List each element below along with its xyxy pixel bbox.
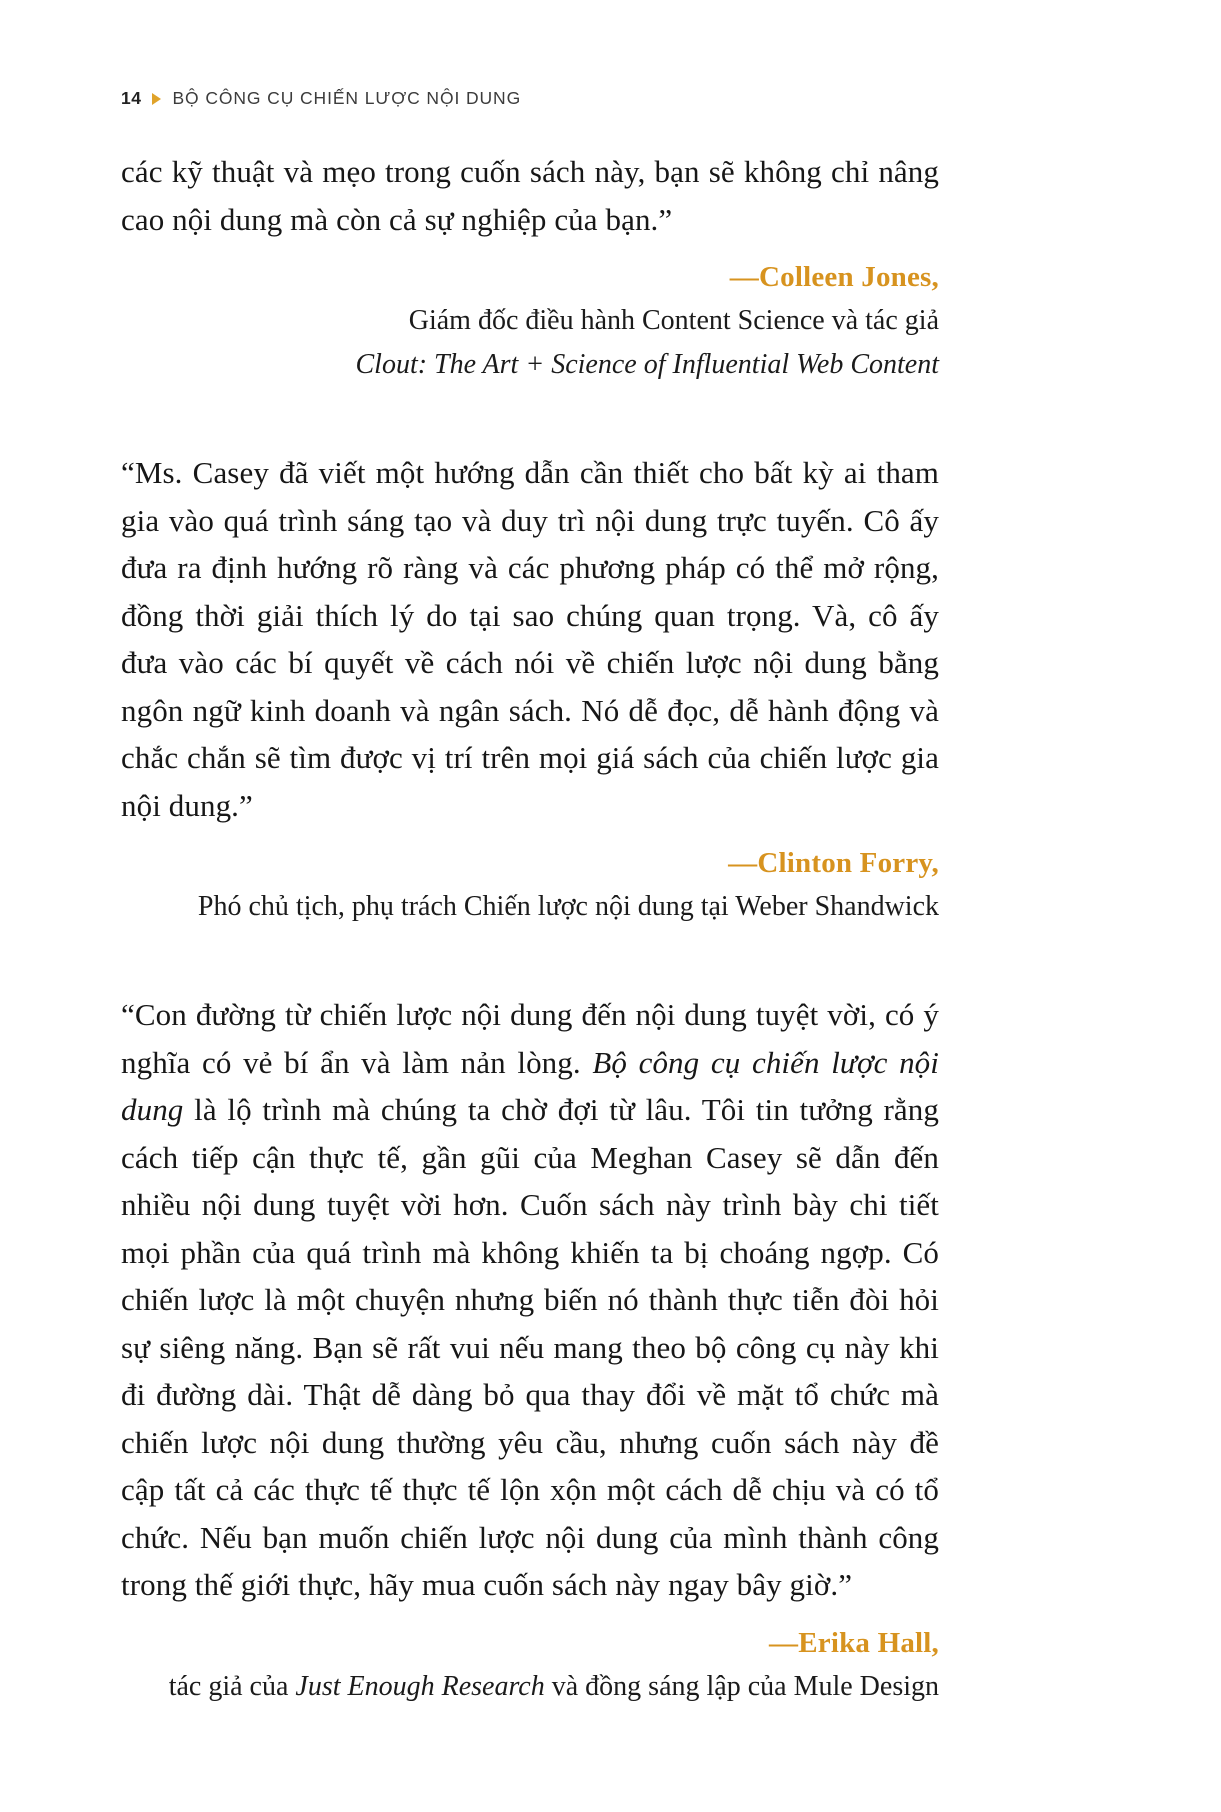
triangle-marker-icon (152, 93, 161, 105)
blurb-attribution-role-2: Phó chủ tịch, phụ trách Chiến lược nội dung tại Weber Shandwick (197, 891, 939, 922)
blurb-attribution-role-3-text-a: tác giả của (168, 1670, 296, 1702)
blurb-attribution-title-1: Clout: The Art + Science of Influential Web Content (355, 349, 939, 380)
blurb-quote-3-text-a: “Con đường từ chiến lược nội dung đến nội dung tuyệt vời, có ý nghĩa có vẻ bí ẩn và làm nản lòng. (121, 997, 939, 1080)
blurb-attribution-role-3-text-b: và đồng sáng lập của Mule Design (544, 1670, 939, 1702)
blurb-quote-3-book-title: Bộ công cụ chiến lược nội dung (121, 1044, 939, 1127)
blurb-quote-1: các kỹ thuật và mẹo trong cuốn sách này, bạn sẽ không chỉ nâng cao nội dung mà còn cả sự nghiệp của bạn.” (121, 154, 939, 237)
blurb-separator-2 (121, 929, 939, 991)
blurb-attribution-name-3: —Erika Hall, (769, 1626, 939, 1659)
blurb-attribution-role-3-book-title: Just Enough Research (295, 1670, 545, 1702)
running-head (121, 88, 521, 109)
blurb-quote-3-text-b: là lộ trình mà chúng ta chờ đợi từ lâu. Tôi tin tưởng rằng cách tiếp cận thực tế, gần gũi của Meghan Casey sẽ dẫn đến nhiều nội dung tuyệt vời hơn. Cuốn sách này trình bày chi tiết mọi phần của quá trình mà không khiến ta bị choáng ngợp. Có chiến lược là một chuyện nhưng biến nó thành thực tiễn đòi hỏi sự siêng năng. Bạn sẽ rất vui nếu mang theo bộ công cụ này khi đi đường dài. Thật dễ dàng bỏ qua thay đổi về mặt tổ chức mà chiến lược nội dung thường yêu cầu, nhưng cuốn sách này đề cập tất cả các thực tế thực tế lộn xộn một cách dễ chịu và có tổ chức. Nếu bạn muốn chiến lược nội dung của mình thành công trong thế giới thực, hãy mua cuốn sách này ngay bây giờ.” (121, 1092, 939, 1602)
page-folio: 14 (121, 88, 142, 108)
blurb-attribution-role-1: Giám đốc điều hành Content Science và tác giả (408, 305, 939, 336)
text-column (121, 148, 939, 1709)
blurb-attribution-role-3 (121, 1665, 939, 1709)
blurb-attribution-name-1: —Colleen Jones, (729, 261, 939, 293)
blurb-attribution-name-2: —Clinton Forry, (728, 847, 939, 879)
blurb-quote-3 (121, 991, 939, 1609)
blurb-quote-2: “Ms. Casey đã viết một hướng dẫn cần thiết cho bất kỳ ai tham gia vào quá trình sáng tạo và duy trì nội dung trực tuyến. Cô ấy đưa ra định hướng rõ ràng và các phương pháp có thể mở rộng, đồng thời giải thích lý do tại sao chúng quan trọng. Và, cô ấy đưa vào các bí quyết về cách nói về chiến lược nội dung bằng ngôn ngữ kinh doanh và ngân sách. Nó dễ đọc, dễ hành động và chắc chắn sẽ tìm được vị trí trên mọi giá sách của chiến lược gia nội dung.” (121, 455, 939, 823)
blurb-separator-1 (121, 387, 939, 449)
running-head-title: BỘ CÔNG CỤ CHIẾN LƯỢC NỘI DUNG (172, 88, 522, 108)
